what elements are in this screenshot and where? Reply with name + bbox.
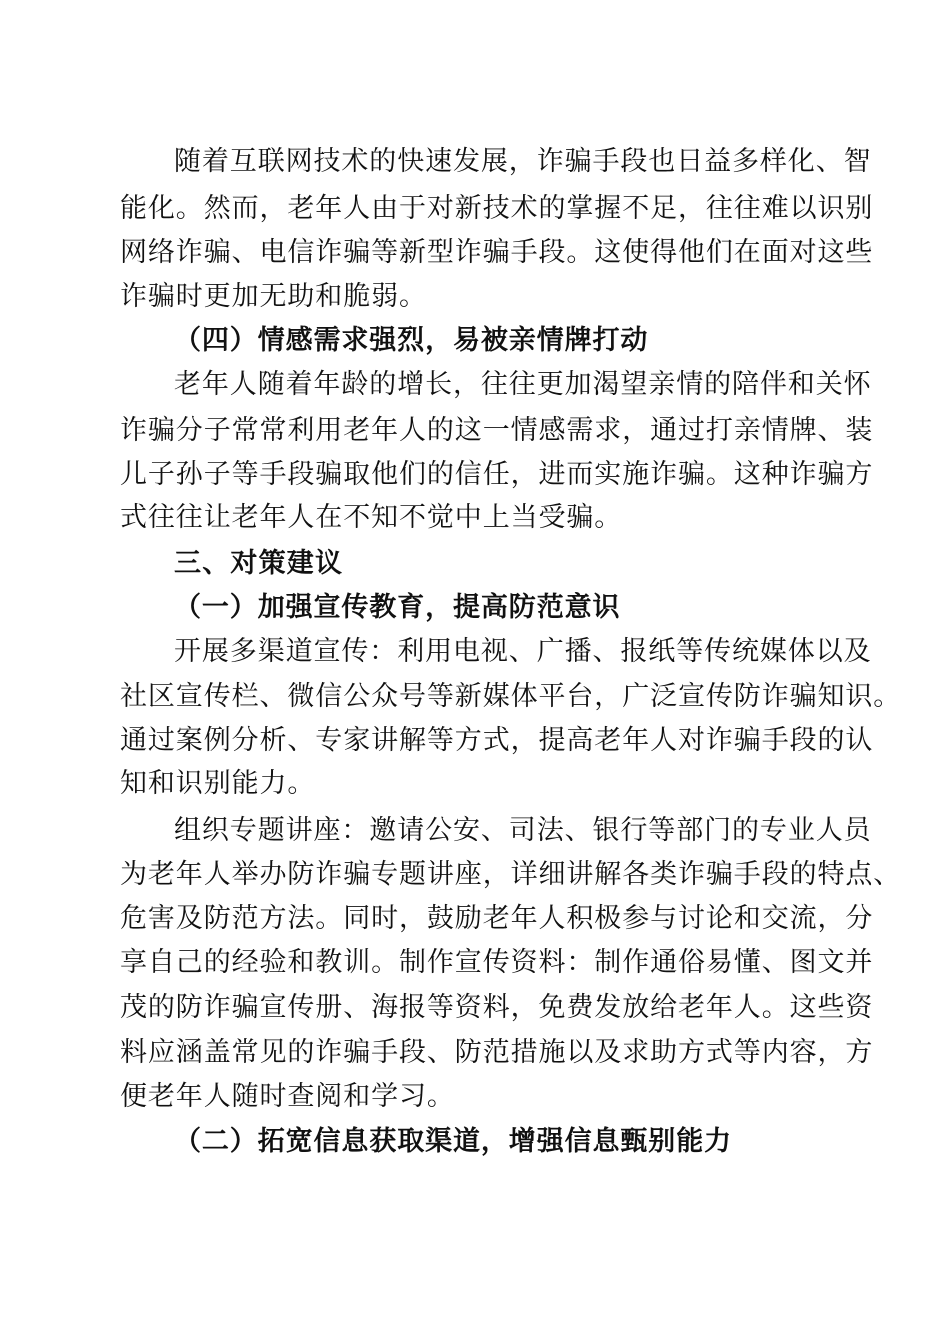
paragraph-line: 网络诈骗、电信诈骗等新型诈骗手段。这使得他们在面对这些 [120,237,874,268]
paragraph-line: 社区宣传栏、微信公众号等新媒体平台，广泛宣传防诈骗知识。 [120,681,902,712]
paragraph-line: 老年人随着年龄的增长，往往更加渴望亲情的陪伴和关怀 [174,369,872,400]
paragraph-line: 享自己的经验和教训。制作宣传资料：制作通俗易懂、图文并 [120,947,874,978]
paragraph-line: 为老年人举办防诈骗专题讲座，详细讲解各类诈骗手段的特点、 [120,859,902,890]
paragraph-line: 危害及防范方法。同时，鼓励老年人积极参与讨论和交流，分 [120,903,874,934]
paragraph-line: 诈骗时更加无助和脆弱。 [120,281,427,312]
paragraph-line: 式往往让老年人在不知不觉中上当受骗。 [120,502,623,533]
paragraph-line: 儿子孙子等手段骗取他们的信任，进而实施诈骗。这种诈骗方 [120,459,874,490]
subsection-heading-4: （四）情感需求强烈，易被亲情牌打动 [174,325,649,356]
paragraph-line: 茂的防诈骗宣传册、海报等资料，免费发放给老年人。这些资 [120,992,874,1023]
section-heading-3: 三、对策建议 [174,548,344,579]
paragraph-line: 便老年人随时查阅和学习。 [120,1081,455,1112]
paragraph-line: 诈骗分子常常利用老年人的这一情感需求，通过打亲情牌、装 [120,415,874,446]
paragraph-line: 能化。然而，老年人由于对新技术的掌握不足，往往难以识别 [120,193,874,224]
paragraph-line: 组织专题讲座：邀请公安、司法、银行等部门的专业人员 [174,815,872,846]
paragraph-line: 随着互联网技术的快速发展，诈骗手段也日益多样化、智 [174,146,872,177]
subsection-heading-2: （二）拓宽信息获取渠道，增强信息甄别能力 [174,1126,732,1157]
paragraph-line: 通过案例分析、专家讲解等方式，提高老年人对诈骗手段的认 [120,725,874,756]
paragraph-line: 料应涵盖常见的诈骗手段、防范措施以及求助方式等内容，方 [120,1037,874,1068]
subsection-heading-1: （一）加强宣传教育，提高防范意识 [174,592,621,623]
paragraph-line: 知和识别能力。 [120,768,316,799]
paragraph-line: 开展多渠道宣传：利用电视、广播、报纸等传统媒体以及 [174,636,872,667]
